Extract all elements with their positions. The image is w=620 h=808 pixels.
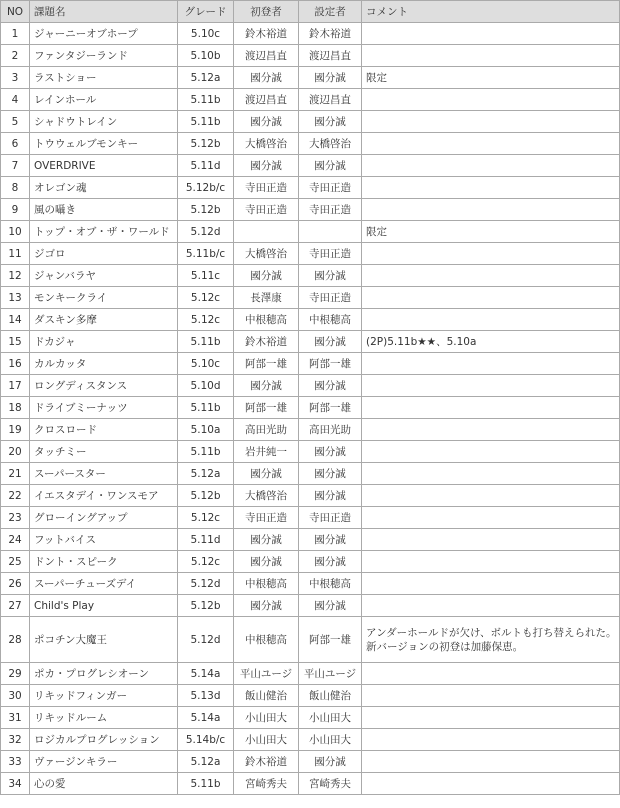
table-row bbox=[1, 685, 620, 707]
setter-cell: 國分誠 bbox=[299, 595, 362, 617]
comment-cell bbox=[362, 309, 620, 331]
name-cell: レインホール bbox=[30, 89, 178, 111]
no-cell: 3 bbox=[1, 67, 30, 89]
table-row bbox=[1, 265, 620, 287]
comment-cell bbox=[362, 287, 620, 309]
setter-cell: 國分誠 bbox=[299, 111, 362, 133]
first-ascent-cell: 宮崎秀夫 bbox=[234, 773, 299, 795]
name-cell: カルカッタ bbox=[30, 353, 178, 375]
name-cell: トウウェルブモンキー bbox=[30, 133, 178, 155]
table-row bbox=[1, 441, 620, 463]
setter-cell: 寺田正造 bbox=[299, 243, 362, 265]
grade-cell: 5.10d bbox=[178, 375, 234, 397]
table-row bbox=[1, 729, 620, 751]
grade-cell: 5.14a bbox=[178, 707, 234, 729]
name-cell: ヴァージンキラー bbox=[30, 751, 178, 773]
grade-cell: 5.12a bbox=[178, 751, 234, 773]
grade-cell: 5.12b bbox=[178, 485, 234, 507]
setter-cell: 阿部一雄 bbox=[299, 617, 362, 663]
name-cell: ロジカルプログレッション bbox=[30, 729, 178, 751]
header-no: NO bbox=[1, 1, 30, 23]
no-cell: 34 bbox=[1, 773, 30, 795]
name-cell: ロングディスタンス bbox=[30, 375, 178, 397]
name-cell: ポコチン大魔王 bbox=[30, 617, 178, 663]
setter-cell: 國分誠 bbox=[299, 331, 362, 353]
name-cell: 風の囁き bbox=[30, 199, 178, 221]
no-cell: 18 bbox=[1, 397, 30, 419]
name-cell: ポカ・プログレシオーン bbox=[30, 663, 178, 685]
comment-cell bbox=[362, 177, 620, 199]
no-cell: 31 bbox=[1, 707, 30, 729]
table-row bbox=[1, 397, 620, 419]
name-cell: グローイングアップ bbox=[30, 507, 178, 529]
grade-cell: 5.11d bbox=[178, 529, 234, 551]
setter-cell: 國分誠 bbox=[299, 67, 362, 89]
no-cell: 12 bbox=[1, 265, 30, 287]
comment-cell bbox=[362, 529, 620, 551]
setter-cell: 寺田正造 bbox=[299, 199, 362, 221]
grade-cell: 5.12d bbox=[178, 221, 234, 243]
table-row bbox=[1, 507, 620, 529]
no-cell: 28 bbox=[1, 617, 30, 663]
table-row bbox=[1, 111, 620, 133]
setter-cell: 國分誠 bbox=[299, 751, 362, 773]
comment-cell bbox=[362, 707, 620, 729]
name-cell: トップ・オブ・ザ・ワールド bbox=[30, 221, 178, 243]
table-row bbox=[1, 309, 620, 331]
grade-cell: 5.11b bbox=[178, 441, 234, 463]
comment-line: アンダーホールドが欠け、ボルトも打ち替えられた。 bbox=[366, 626, 617, 639]
table-row bbox=[1, 67, 620, 89]
no-cell: 1 bbox=[1, 23, 30, 45]
name-cell: ダスキン多摩 bbox=[30, 309, 178, 331]
table-row bbox=[1, 23, 620, 45]
name-cell: シャドウトレイン bbox=[30, 111, 178, 133]
no-cell: 13 bbox=[1, 287, 30, 309]
grade-cell: 5.11b bbox=[178, 331, 234, 353]
comment-cell bbox=[362, 551, 620, 573]
comment-cell bbox=[362, 265, 620, 287]
no-cell: 30 bbox=[1, 685, 30, 707]
no-cell: 33 bbox=[1, 751, 30, 773]
table-row bbox=[1, 177, 620, 199]
setter-cell: 小山田大 bbox=[299, 707, 362, 729]
no-cell: 7 bbox=[1, 155, 30, 177]
first-ascent-cell: 大橋啓治 bbox=[234, 133, 299, 155]
grade-cell: 5.10c bbox=[178, 23, 234, 45]
grade-cell: 5.12a bbox=[178, 67, 234, 89]
comment-cell bbox=[362, 663, 620, 685]
name-cell: ジャーニーオブホープ bbox=[30, 23, 178, 45]
setter-cell: 小山田大 bbox=[299, 729, 362, 751]
header-name: 課題名 bbox=[30, 1, 178, 23]
name-cell: ジャンバラヤ bbox=[30, 265, 178, 287]
no-cell: 5 bbox=[1, 111, 30, 133]
first-ascent-cell: 飯山健治 bbox=[234, 685, 299, 707]
setter-cell: 國分誠 bbox=[299, 529, 362, 551]
setter-cell: 鈴木裕道 bbox=[299, 23, 362, 45]
setter-cell: 寺田正造 bbox=[299, 287, 362, 309]
first-ascent-cell: 大橋啓治 bbox=[234, 485, 299, 507]
grade-cell: 5.11b bbox=[178, 773, 234, 795]
no-cell: 17 bbox=[1, 375, 30, 397]
setter-cell: 國分誠 bbox=[299, 375, 362, 397]
comment-cell bbox=[362, 507, 620, 529]
first-ascent-cell: 平山ユージ bbox=[234, 663, 299, 685]
grade-cell: 5.12b/c bbox=[178, 177, 234, 199]
grade-cell: 5.12c bbox=[178, 309, 234, 331]
grade-cell: 5.11b bbox=[178, 111, 234, 133]
comment-cell bbox=[362, 353, 620, 375]
setter-cell: 中根穂高 bbox=[299, 309, 362, 331]
comment-cell: 限定 bbox=[362, 67, 620, 89]
comment-line: 新バージョンの初登は加藤保恵。 bbox=[366, 640, 524, 653]
no-cell: 29 bbox=[1, 663, 30, 685]
name-cell: ドライブミーナッツ bbox=[30, 397, 178, 419]
setter-cell: 阿部一雄 bbox=[299, 397, 362, 419]
grade-cell: 5.11b/c bbox=[178, 243, 234, 265]
header-grade: グレード bbox=[178, 1, 234, 23]
table-row bbox=[1, 573, 620, 595]
comment-cell bbox=[362, 441, 620, 463]
grade-cell: 5.11c bbox=[178, 265, 234, 287]
no-cell: 27 bbox=[1, 595, 30, 617]
setter-cell: 中根穂高 bbox=[299, 573, 362, 595]
first-ascent-cell: 中根穂高 bbox=[234, 309, 299, 331]
table-row bbox=[1, 617, 620, 663]
comment-cell bbox=[362, 199, 620, 221]
table-row bbox=[1, 485, 620, 507]
first-ascent-cell: 大橋啓治 bbox=[234, 243, 299, 265]
table-header bbox=[1, 1, 620, 23]
name-cell: ラストショー bbox=[30, 67, 178, 89]
name-cell: オレゴン魂 bbox=[30, 177, 178, 199]
comment-cell: 限定 bbox=[362, 221, 620, 243]
table-row bbox=[1, 199, 620, 221]
grade-cell: 5.10b bbox=[178, 45, 234, 67]
first-ascent-cell: 鈴木裕道 bbox=[234, 23, 299, 45]
table-row bbox=[1, 221, 620, 243]
comment-cell bbox=[362, 23, 620, 45]
name-cell: フットバイス bbox=[30, 529, 178, 551]
setter-cell: 國分誠 bbox=[299, 463, 362, 485]
no-cell: 2 bbox=[1, 45, 30, 67]
name-cell: OVERDRIVE bbox=[30, 155, 178, 177]
first-ascent-cell: 鈴木裕道 bbox=[234, 751, 299, 773]
name-cell: スーパースター bbox=[30, 463, 178, 485]
name-cell: リキッドルーム bbox=[30, 707, 178, 729]
first-ascent-cell: 小山田大 bbox=[234, 729, 299, 751]
no-cell: 4 bbox=[1, 89, 30, 111]
header-first-ascent: 初登者 bbox=[234, 1, 299, 23]
first-ascent-cell: 中根穂高 bbox=[234, 617, 299, 663]
no-cell: 24 bbox=[1, 529, 30, 551]
setter-cell: 高田光助 bbox=[299, 419, 362, 441]
setter-cell: 寺田正造 bbox=[299, 177, 362, 199]
setter-cell: 渡辺昌直 bbox=[299, 89, 362, 111]
name-cell: ファンタジーランド bbox=[30, 45, 178, 67]
grade-cell: 5.12d bbox=[178, 573, 234, 595]
table-row bbox=[1, 773, 620, 795]
first-ascent-cell: 國分誠 bbox=[234, 551, 299, 573]
no-cell: 10 bbox=[1, 221, 30, 243]
comment-cell bbox=[362, 133, 620, 155]
grade-cell: 5.13d bbox=[178, 685, 234, 707]
first-ascent-cell: 阿部一雄 bbox=[234, 397, 299, 419]
comment-cell bbox=[362, 729, 620, 751]
table-row bbox=[1, 595, 620, 617]
name-cell: クロスロード bbox=[30, 419, 178, 441]
table-row bbox=[1, 529, 620, 551]
setter-cell: 宮崎秀夫 bbox=[299, 773, 362, 795]
table-row bbox=[1, 243, 620, 265]
no-cell: 21 bbox=[1, 463, 30, 485]
name-cell: リキッドフィンガー bbox=[30, 685, 178, 707]
comment-cell bbox=[362, 243, 620, 265]
comment-cell bbox=[362, 485, 620, 507]
name-cell: ドカジャ bbox=[30, 331, 178, 353]
name-cell: 心の愛 bbox=[30, 773, 178, 795]
first-ascent-cell: 中根穂高 bbox=[234, 573, 299, 595]
table-row bbox=[1, 45, 620, 67]
table-row bbox=[1, 155, 620, 177]
grade-cell: 5.12b bbox=[178, 133, 234, 155]
grade-cell: 5.12c bbox=[178, 287, 234, 309]
first-ascent-cell: 國分誠 bbox=[234, 595, 299, 617]
grade-cell: 5.11b bbox=[178, 397, 234, 419]
table-row bbox=[1, 707, 620, 729]
header-row bbox=[1, 1, 620, 23]
no-cell: 23 bbox=[1, 507, 30, 529]
setter-cell: 國分誠 bbox=[299, 551, 362, 573]
table-row bbox=[1, 353, 620, 375]
grade-cell: 5.10a bbox=[178, 419, 234, 441]
first-ascent-cell: 國分誠 bbox=[234, 265, 299, 287]
setter-cell: 國分誠 bbox=[299, 265, 362, 287]
name-cell: モンキークライ bbox=[30, 287, 178, 309]
comment-cell bbox=[362, 419, 620, 441]
setter-cell bbox=[299, 221, 362, 243]
no-cell: 9 bbox=[1, 199, 30, 221]
comment-cell bbox=[362, 773, 620, 795]
setter-cell: 平山ユージ bbox=[299, 663, 362, 685]
table-row bbox=[1, 751, 620, 773]
header-comment: コメント bbox=[362, 1, 620, 23]
header-setter: 設定者 bbox=[299, 1, 362, 23]
setter-cell: 飯山健治 bbox=[299, 685, 362, 707]
no-cell: 26 bbox=[1, 573, 30, 595]
grade-cell: 5.12b bbox=[178, 199, 234, 221]
table-body bbox=[1, 23, 620, 795]
no-cell: 15 bbox=[1, 331, 30, 353]
setter-cell: 國分誠 bbox=[299, 155, 362, 177]
first-ascent-cell bbox=[234, 221, 299, 243]
comment-cell bbox=[362, 89, 620, 111]
table-row bbox=[1, 287, 620, 309]
setter-cell: 大橋啓治 bbox=[299, 133, 362, 155]
no-cell: 14 bbox=[1, 309, 30, 331]
grade-cell: 5.12a bbox=[178, 463, 234, 485]
first-ascent-cell: 國分誠 bbox=[234, 529, 299, 551]
grade-cell: 5.12c bbox=[178, 551, 234, 573]
comment-cell bbox=[362, 375, 620, 397]
comment-cell bbox=[362, 751, 620, 773]
first-ascent-cell: 國分誠 bbox=[234, 111, 299, 133]
first-ascent-cell: 阿部一雄 bbox=[234, 353, 299, 375]
table-row bbox=[1, 663, 620, 685]
grade-cell: 5.12c bbox=[178, 507, 234, 529]
table-row bbox=[1, 463, 620, 485]
comment-cell: (2P)5.11b★★、5.10a bbox=[362, 331, 620, 353]
first-ascent-cell: 國分誠 bbox=[234, 463, 299, 485]
first-ascent-cell: 渡辺昌直 bbox=[234, 45, 299, 67]
comment-cell bbox=[362, 573, 620, 595]
name-cell: タッチミー bbox=[30, 441, 178, 463]
no-cell: 19 bbox=[1, 419, 30, 441]
first-ascent-cell: 國分誠 bbox=[234, 155, 299, 177]
no-cell: 16 bbox=[1, 353, 30, 375]
comment-cell bbox=[362, 595, 620, 617]
first-ascent-cell: 寺田正造 bbox=[234, 199, 299, 221]
first-ascent-cell: 國分誠 bbox=[234, 67, 299, 89]
table-row bbox=[1, 133, 620, 155]
comment-cell bbox=[362, 155, 620, 177]
no-cell: 6 bbox=[1, 133, 30, 155]
grade-cell: 5.14b/c bbox=[178, 729, 234, 751]
table-row bbox=[1, 419, 620, 441]
table-row bbox=[1, 89, 620, 111]
grade-cell: 5.12d bbox=[178, 617, 234, 663]
name-cell: ドント・スピーク bbox=[30, 551, 178, 573]
comment-cell bbox=[362, 111, 620, 133]
no-cell: 11 bbox=[1, 243, 30, 265]
first-ascent-cell: 小山田大 bbox=[234, 707, 299, 729]
table-row bbox=[1, 331, 620, 353]
no-cell: 32 bbox=[1, 729, 30, 751]
name-cell: Child's Play bbox=[30, 595, 178, 617]
first-ascent-cell: 寺田正造 bbox=[234, 507, 299, 529]
setter-cell: 國分誠 bbox=[299, 485, 362, 507]
comment-cell bbox=[362, 685, 620, 707]
name-cell: ジゴロ bbox=[30, 243, 178, 265]
comment-cell bbox=[362, 45, 620, 67]
comment-cell bbox=[362, 397, 620, 419]
first-ascent-cell: 鈴木裕道 bbox=[234, 331, 299, 353]
no-cell: 20 bbox=[1, 441, 30, 463]
comment-cell bbox=[362, 463, 620, 485]
no-cell: 25 bbox=[1, 551, 30, 573]
setter-cell: 寺田正造 bbox=[299, 507, 362, 529]
table-row bbox=[1, 551, 620, 573]
grade-cell: 5.14a bbox=[178, 663, 234, 685]
first-ascent-cell: 寺田正造 bbox=[234, 177, 299, 199]
first-ascent-cell: 渡辺昌直 bbox=[234, 89, 299, 111]
grade-cell: 5.12b bbox=[178, 595, 234, 617]
grade-cell: 5.10c bbox=[178, 353, 234, 375]
grade-cell: 5.11d bbox=[178, 155, 234, 177]
first-ascent-cell: 高田光助 bbox=[234, 419, 299, 441]
grade-cell: 5.11b bbox=[178, 89, 234, 111]
setter-cell: 阿部一雄 bbox=[299, 353, 362, 375]
setter-cell: 國分誠 bbox=[299, 441, 362, 463]
first-ascent-cell: 長澤康 bbox=[234, 287, 299, 309]
table-row bbox=[1, 375, 620, 397]
first-ascent-cell: 國分誠 bbox=[234, 375, 299, 397]
no-cell: 8 bbox=[1, 177, 30, 199]
comment-cell bbox=[362, 617, 620, 663]
setter-cell: 渡辺昌直 bbox=[299, 45, 362, 67]
no-cell: 22 bbox=[1, 485, 30, 507]
first-ascent-cell: 岩井純一 bbox=[234, 441, 299, 463]
name-cell: イエスタデイ・ワンスモア bbox=[30, 485, 178, 507]
name-cell: スーパーチューズデイ bbox=[30, 573, 178, 595]
